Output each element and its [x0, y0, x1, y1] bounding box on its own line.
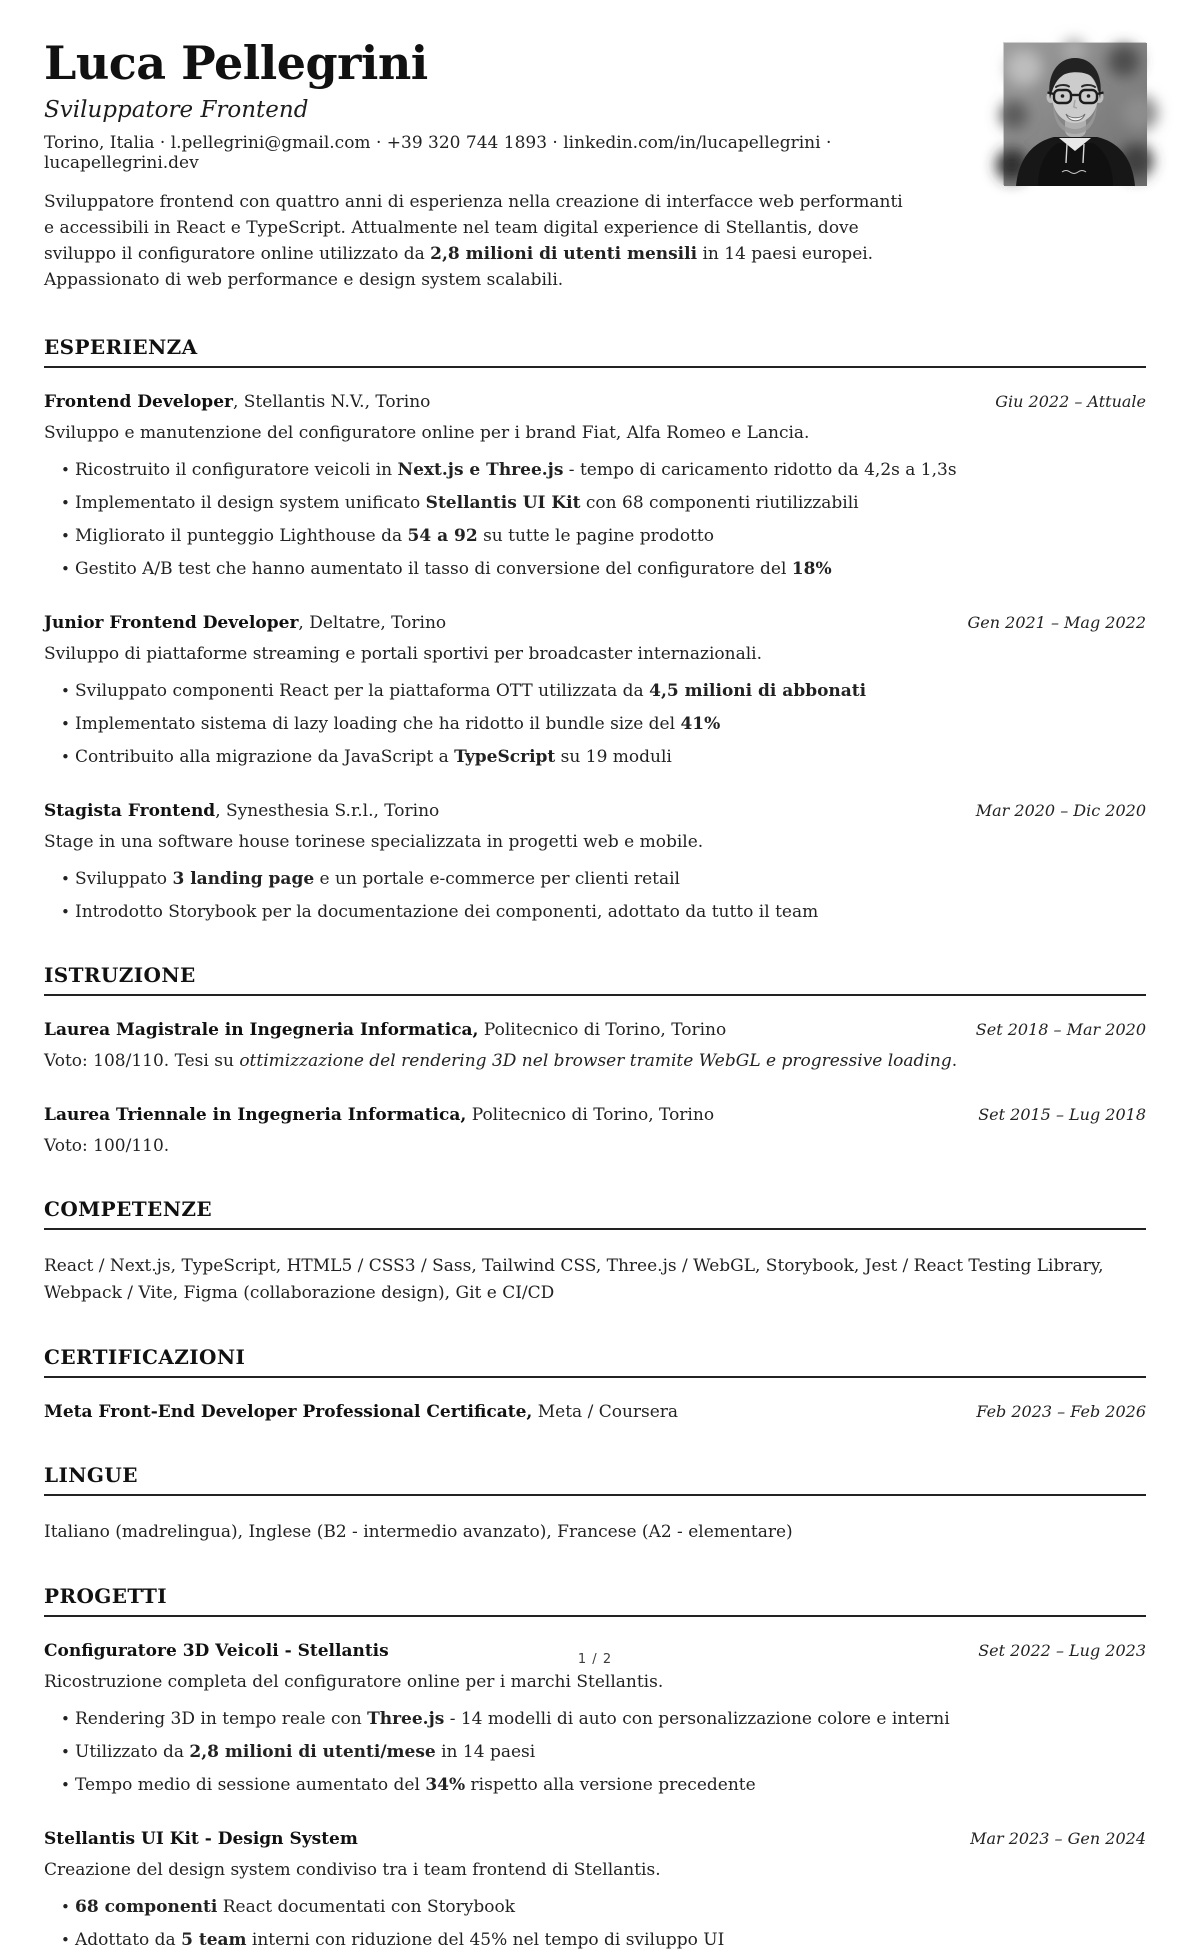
item-date-range: Giu 2022 – Attuale: [995, 391, 1146, 411]
bullet-text: Implementato sistema di lazy loading che ha ridotto il bundle size del 41%: [75, 713, 721, 734]
summary-paragraph: Sviluppatore frontend con quattro anni di esperienza nella creazione di interfacce web performanti e accessibili in React e TypeScript. Attualmente nel team digital experience di Stellantis, dove sviluppo il configuratore online utilizzato da 2,8 milioni di utenti mensili in 14 paesi europei. Appassionato di web performance e design system scalabili.: [44, 191, 903, 290]
section-esperienza: [44, 335, 1146, 925]
bullet-item: [44, 866, 1146, 892]
bullet-item: [44, 1772, 1146, 1798]
bullet-item: [44, 1739, 1146, 1765]
item-title: Stagista Frontend, Synesthesia S.r.l., Torino: [44, 800, 440, 821]
esperienza-item: [44, 610, 1146, 770]
competenze-text: React / Next.js, TypeScript, HTML5 / CSS3 / Sass, Tailwind CSS, Three.js / WebGL, Storybook, Jest / React Testing Library, Webpack / Vite, Figma (collaborazione design), Git e CI/CD: [44, 1255, 1104, 1303]
bullet-list: [44, 866, 1146, 925]
page-number: 1 / 2: [577, 1652, 613, 1667]
section-heading-esperienza: ESPERIENZA: [44, 334, 198, 359]
profile-photo: [1003, 42, 1146, 185]
bullet-icon: •: [61, 681, 70, 700]
bullet-text: Migliorato il punteggio Lighthouse da 54 a 92 su tutte le pagine prodotto: [75, 525, 714, 546]
item-description: Creazione del design system condiviso tra i team frontend di Stellantis.: [44, 1859, 661, 1880]
bullet-icon: •: [61, 1709, 70, 1728]
progetti-item: [44, 1826, 1146, 1953]
section-heading-progetti: PROGETTI: [44, 1583, 168, 1608]
section-heading-istruzione: ISTRUZIONE: [44, 962, 196, 987]
certificazioni-item: [44, 1399, 1146, 1425]
item-title: Frontend Developer, Stellantis N.V., Torino: [44, 391, 431, 412]
section-divider: [44, 366, 1146, 368]
item-title: Stellantis UI Kit - Design System: [44, 1828, 358, 1849]
bullet-icon: •: [61, 1897, 70, 1916]
item-date-range: Feb 2023 – Feb 2026: [976, 1401, 1146, 1421]
bullet-icon: •: [61, 526, 70, 545]
lingue-text: Italiano (madrelingua), Inglese (B2 - intermedio avanzato), Francese (A2 - elementare): [44, 1521, 793, 1542]
item-description: Voto: 108/110. Tesi su ottimizzazione del rendering 3D nel browser tramite WebGL e progressive loading.: [44, 1050, 958, 1071]
bullet-list: [44, 1894, 1146, 1953]
bullet-list: [44, 457, 1146, 582]
section-heading-lingue: LINGUE: [44, 1462, 138, 1487]
item-title: Meta Front-End Developer Professional Certificate, Meta / Coursera: [44, 1401, 679, 1422]
sections-container: [44, 335, 1146, 1953]
section-progetti: [44, 1584, 1146, 1953]
bullet-text: Gestito A/B test che hanno aumentato il tasso di conversione del configuratore del 18%: [75, 558, 832, 579]
item-date-range: Mar 2020 – Dic 2020: [975, 800, 1146, 820]
section-divider: [44, 1228, 1146, 1230]
esperienza-item: [44, 389, 1146, 582]
bullet-text: 68 componenti React documentati con Storybook: [75, 1896, 516, 1917]
bullet-icon: •: [61, 493, 70, 512]
bullet-text: Introdotto Storybook per la documentazione dei componenti, adottato da tutto il team: [75, 901, 819, 922]
item-title: Configuratore 3D Veicoli - Stellantis: [44, 1640, 389, 1661]
bullet-item: [44, 899, 1146, 925]
bullet-item: [44, 523, 1146, 549]
bullet-item: [44, 556, 1146, 582]
bullet-text: Sviluppato 3 landing page e un portale e-commerce per clienti retail: [75, 868, 680, 889]
item-title: Junior Frontend Developer, Deltatre, Torino: [44, 612, 447, 633]
item-date-range: Gen 2021 – Mag 2022: [967, 612, 1146, 632]
bullet-icon: •: [61, 1775, 70, 1794]
resume-header: [44, 38, 1146, 293]
section-heading-competenze: COMPETENZE: [44, 1196, 213, 1221]
bullet-icon: •: [61, 714, 70, 733]
section-lingue: [44, 1463, 1146, 1546]
item-header: [44, 1399, 1146, 1425]
section-divider: [44, 1615, 1146, 1617]
bullet-icon: •: [61, 559, 70, 578]
item-header: [44, 389, 1146, 415]
item-description: Ricostruzione completa del configuratore online per i marchi Stellantis.: [44, 1671, 664, 1692]
section-divider: [44, 1494, 1146, 1496]
item-title: Laurea Triennale in Ingegneria Informatica, Politecnico di Torino, Torino: [44, 1104, 715, 1125]
bullet-item: [44, 1706, 1146, 1732]
bullet-item: [44, 711, 1146, 737]
bullet-icon: •: [61, 460, 70, 479]
item-description: Sviluppo e manutenzione del configuratore online per i brand Fiat, Alfa Romeo e Lancia.: [44, 422, 810, 443]
item-date-range: Set 2018 – Mar 2020: [975, 1019, 1146, 1039]
bullet-text: Tempo medio di sessione aumentato del 34% rispetto alla versione precedente: [75, 1774, 756, 1795]
item-header: [44, 798, 1146, 824]
item-date-range: Set 2015 – Lug 2018: [978, 1104, 1146, 1124]
section-divider: [44, 994, 1146, 996]
section-certificazioni: [44, 1345, 1146, 1425]
bullet-text: Utilizzato da 2,8 milioni di utenti/mese in 14 paesi: [75, 1741, 536, 1762]
item-header: [44, 610, 1146, 636]
item-description: Voto: 100/110.: [44, 1135, 170, 1156]
profile-photo-illustration: [1004, 43, 1147, 186]
bullet-item: [44, 678, 1146, 704]
bullet-list: [44, 678, 1146, 770]
contact-line: Torino, Italia · l.pellegrini@gmail.com · +39 320 744 1893 · linkedin.com/in/lucapellegrini · lucapellegrini.dev: [44, 132, 832, 173]
section-istruzione: [44, 963, 1146, 1159]
bullet-item: [44, 1894, 1146, 1920]
bullet-icon: •: [61, 747, 70, 766]
esperienza-item: [44, 798, 1146, 925]
bullet-text: Contribuito alla migrazione da JavaScript a TypeScript su 19 moduli: [75, 746, 672, 767]
bullet-text: Ricostruito il configuratore veicoli in Next.js e Three.js - tempo di caricamento ridotto da 4,2s a 1,3s: [75, 459, 957, 480]
item-description: Sviluppo di piattaforme streaming e portali sportivi per broadcaster internazionali.: [44, 643, 763, 664]
item-header: [44, 1826, 1146, 1852]
bullet-item: [44, 457, 1146, 483]
bullet-icon: •: [61, 902, 70, 921]
person-name: Luca Pellegrini: [44, 36, 428, 90]
bullet-text: Implementato il design system unificato Stellantis UI Kit con 68 componenti riutilizzabili: [75, 492, 859, 513]
item-header: [44, 1017, 1146, 1043]
bullet-icon: •: [61, 1930, 70, 1949]
bullet-item: [44, 490, 1146, 516]
item-title: Laurea Magistrale in Ingegneria Informatica, Politecnico di Torino, Torino: [44, 1019, 727, 1040]
section-heading-certificazioni: CERTIFICAZIONI: [44, 1344, 246, 1369]
istruzione-item: [44, 1017, 1146, 1074]
bullet-text: Sviluppato componenti React per la piattaforma OTT utilizzata da 4,5 milioni di abbonati: [75, 680, 867, 701]
istruzione-item: [44, 1102, 1146, 1159]
item-date-range: Set 2022 – Lug 2023: [978, 1640, 1146, 1660]
item-header: [44, 1102, 1146, 1128]
bullet-icon: •: [61, 869, 70, 888]
section-competenze: [44, 1197, 1146, 1307]
section-divider: [44, 1376, 1146, 1378]
bullet-item: [44, 744, 1146, 770]
bullet-text: Rendering 3D in tempo reale con Three.js - 14 modelli di auto con personalizzazione colore e interni: [75, 1708, 950, 1729]
bullet-item: [44, 1927, 1146, 1953]
bullet-icon: •: [61, 1742, 70, 1761]
bullet-text: Adottato da 5 team interni con riduzione del 45% nel tempo di sviluppo UI: [75, 1929, 725, 1950]
item-date-range: Mar 2023 – Gen 2024: [970, 1828, 1146, 1848]
bullet-list: [44, 1706, 1146, 1798]
person-job-title: Sviluppatore Frontend: [44, 96, 309, 123]
item-description: Stage in una software house torinese specializzata in progetti web e mobile.: [44, 831, 704, 852]
